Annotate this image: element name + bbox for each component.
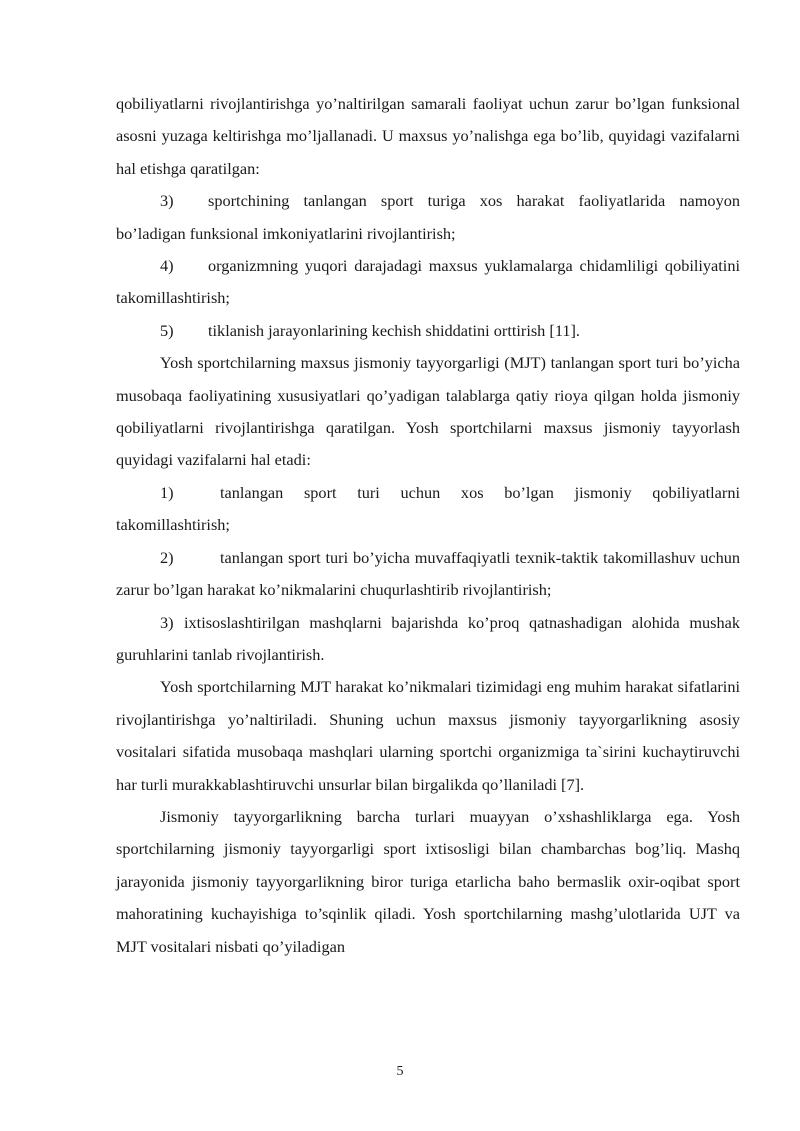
paragraph-mjt-definition: Yosh sportchilarning maxsus jismoniy tayyorgarligi (MJT) tanlangan sport turi bo’yicha musobaqa faoliyatining xususiyatlari qo’yadigan talablarga qatiy rioya qilgan holda jismoniy qobiliyatlarni rivojlantirishga qaratilgan. Yosh sportchilarni maxsus jismoniy tayyorlash quyidagi vazifalarni hal etadi: xyxy=(116,353,740,470)
list-item-number: 4) xyxy=(160,256,174,276)
list-item-number: 2) xyxy=(160,547,174,567)
paragraph-intro-continued: qobiliyatlarni rivojlantirishga yo’naltirilgan samarali faoliyat uchun zarur bo’lgan funksional asosni yuzaga keltirishga mo’ljallanadi. U maxsus yo’nalishga ega bo’lib, quyidagi vazifalarni hal etishga qaratilgan: xyxy=(116,94,740,178)
list-item-text: ixtisoslashtirilgan mashqlarni bajarishda ko’proq qatnashadigan alohida mushak guruhlarini tanlab rivojlantirish. xyxy=(116,612,740,664)
paragraph-mjt-skills: Yosh sportchilarning MJT harakat ko’nikmalari tizimidagi eng muhim harakat sifatlarini rivojlantirishga yo’naltiriladi. Shuning uchun maxsus jismoniy tayyorgarlikning asosiy vositalari sifatida musobaqa mashqlari ularning sportchi organizmiga ta`sirini kuchaytiruvchi har turli murakkablashtiruvchi unsurlar bilan birgalikda qo’llaniladi [7]. xyxy=(116,677,740,794)
list-item-number: 3) xyxy=(160,191,174,211)
list-item-4 xyxy=(116,250,740,315)
list-item-number: 3) xyxy=(160,612,174,632)
document-body xyxy=(116,88,740,963)
list-item-text: tanlangan sport turi bo’yicha muvaffaqiyatli texnik-taktik takomillashuv uchun zarur bo’lgan harakat ko’nikmalarini chuqurlashtirib rivojlantirish; xyxy=(116,547,740,600)
list-item-text: sportchining tanlangan sport turiga xos harakat faoliyatlarida namoyon bo’ladigan funksional imkoniyatlarini rivojlantirish; xyxy=(116,191,740,243)
page-number: 5 xyxy=(396,1064,404,1079)
list-item-text: organizmning yuqori darajadagi maxsus yuklamalarga chidamliligi qobiliyatini takomillashtirish; xyxy=(116,256,740,308)
list-item-3b xyxy=(116,607,740,672)
list-item-text: tiklanish jarayonlarining kechish shiddatini orttirish [11]. xyxy=(208,320,580,340)
list-item-number: 1) xyxy=(160,482,174,502)
paragraph-physical-training: Jismoniy tayyorgarlikning barcha turlari muayyan o’xshashliklarga ega. Yosh sportchilarning jismoniy tayyorgarligi sport ixtisosligi bilan chambarchas bog’liq. Mashq jarayonida jismoniy tayyorgarlikning biror turiga etarlicha baho bermaslik oxir-oqibat sport mahoratining kuchayishiga to’sqinlik qiladi. Yosh sportchilarning mashg’ulotlarida UJT va MJT vositalari nisbati qo’yiladigan xyxy=(116,806,740,956)
list-item-1 xyxy=(116,477,740,542)
list-item-2 xyxy=(116,542,740,607)
list-item-3 xyxy=(116,185,740,250)
list-item-number: 5) xyxy=(160,320,174,340)
list-item-5 xyxy=(116,315,740,347)
list-item-text: tanlangan sport turi uchun xos bo’lgan jismoniy qobiliyatlarni takomillashtirish; xyxy=(116,482,740,535)
